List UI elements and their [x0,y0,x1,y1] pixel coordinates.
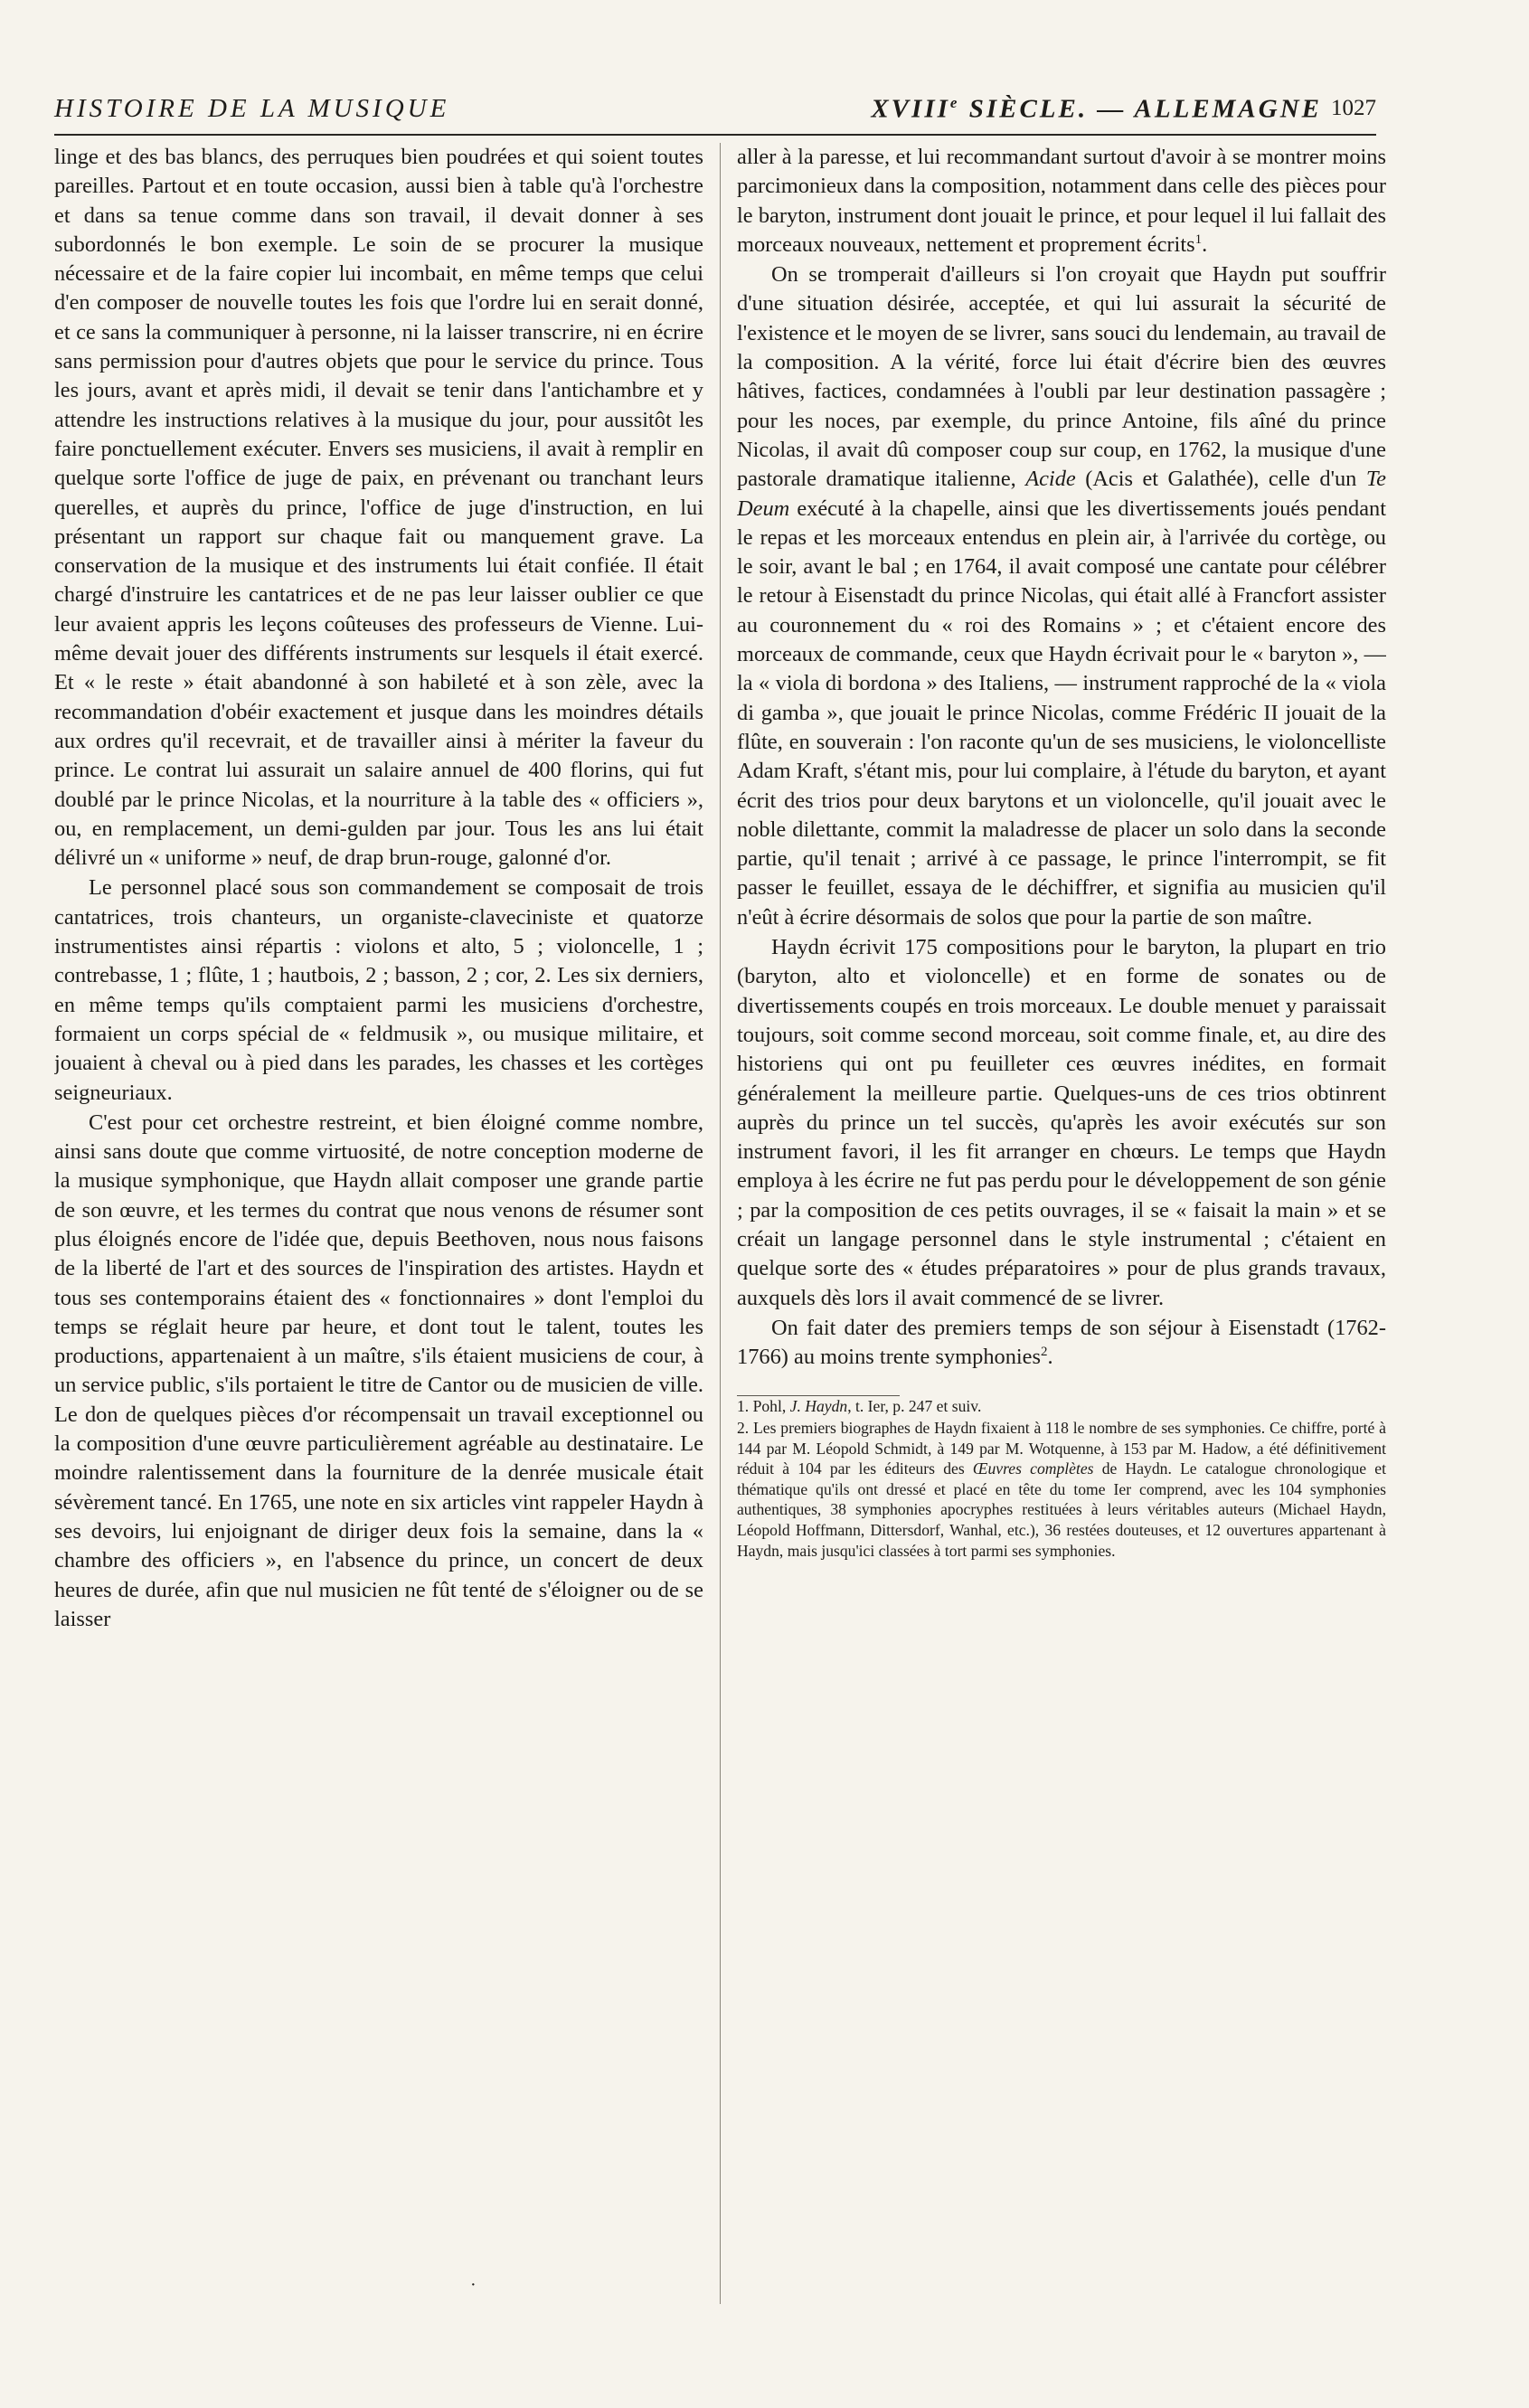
running-header [54,87,1376,136]
left-paragraph-2: Le personnel placé sous son commandement se composait de trois cantatrices, trois chanteurs, un organiste-claveciniste et quatorze instrumentistes ainsi répartis : violons et alto, 5 ; violoncelle, 1 ; contrebasse, 1 ; flûte, 1 ; hautbois, 2 ; basson, 2 ; cor, 2. Les six derniers, en même temps qu'ils comptaient parmi les musiciens d'orchestre, formaient un corps spécial de « feldmusik », ou musique militaire, et jouaient à cheval ou à pied dans les parades, les chasses et les cortèges seigneuriaux. [54,875,703,1105]
right-paragraph-1 [737,143,1386,260]
page-number: 1027 [1331,96,1376,120]
footnote-1-title: J. Haydn [789,1397,848,1416]
right-paragraph-4-text: On fait dater des premiers temps de son séjour à Eisenstadt (1762-1766) au moins trente symphonies [737,1315,1386,1370]
right-column [737,143,1386,2304]
header-century: XVIII [871,94,950,124]
title-acide: Acide [1025,467,1076,492]
header-left-title: HISTOIRE DE LA MUSIQUE [54,94,450,123]
printer-mark: · [470,2275,477,2295]
right-paragraph-1-text: aller à la paresse, et lui recommandant surtout d'avoir à se montrer moins parcimonieux dans la composition, notamment dans celle des pièces pour le baryton, instrument dont jouait le prince, et pour lequel il lui fallait des morceaux nouveaux, nettement et proprement écrits [737,145,1386,257]
footnote-ref-2: 2 [1041,1345,1048,1360]
footnote-2-b: de Haydn. Le catalogue chronologique et thématique qu'ils ont dressé et placé en tête du tome Ier comprend, avec les 104 symphonies authentiques, 38 symphonies apocryphes restituées à leurs véritables auteurs (Michael Haydn, Léopold Hoffmann, Dittersdorf, Wanhal, etc.), 36 restées douteuses, et 12 ouvertures appartenant à Haydn, mais jusqu'ici classées à tort parmi ses symphonies. [737,1459,1386,1560]
header-century-suffix: e [949,94,960,111]
right-paragraph-2 [737,260,1386,932]
footnote-1 [737,1396,1386,1417]
right-paragraph-3: Haydn écrivit 175 compositions pour le baryton, la plupart en trio (baryton, alto et violoncelle) et en forme de sonates ou de divertissements coupés en trois morceaux. Le double menuet y paraissait toujours, soit comme second morceau, soit comme finale, et, au dire des historiens qui ont pu feuilleter ces œuvres inédites, en formait généralement la meilleure partie. Quelques-uns de ces trios obtinrent auprès du prince un tel succès, qu'après les avoir exécutés sur son instrument favori, il les fit arranger en chœurs. Le temps que Haydn employa à les écrire ne fut pas perdu pour le développement de son génie ; par la composition de ces petits ouvrages, il se « faisait la main » et se créait un langage personnel dans le style instrumental ; c'étaient en quelque sorte des « études préparatoires » pour de plus grands travaux, auxquels dès lors il avait commencé de se livrer. [737,935,1386,1310]
left-paragraph-3: C'est pour cet orchestre restreint, et bien éloigné comme nombre, ainsi sans doute que comme virtuosité, de notre conception moderne de la musique symphonique, que Haydn allait composer une grande partie de son œuvre, et les termes du contrat que nous venons de résumer sont plus éloignés encore de l'idée que, depuis Beethoven, nous nous faisons de la liberté de l'art et des sources de l'inspiration des artistes. Haydn et tous ses contemporains étaient des « fonctionnaires » dont l'emploi du temps se réglait heure par heure, et dont tout le talent, toutes les productions, appartenaient à un maître, s'ils étaient musiciens de cour, à un service public, s'ils portaient le titre de Cantor ou de musicien de ville. Le don de quelques pièces d'or récompensait un travail exceptionnel ou la composition d'une œuvre particulièrement agréable au destinataire. Le moindre ralentissement dans la fourniture de la denrée musicale était sévèrement tancé. En 1765, une note en six articles vint rappeler Haydn à ses devoirs, lui enjoignant de diriger deux fois la semaine, dans la « chambre des officiers », en l'absence du prince, un concert de deux heures de durée, afin que nul musicien ne fût tenté de s'éloigner ou de se laisser [54,1110,703,1631]
footnote-1-b: , t. Ier, p. 247 et suiv. [847,1397,982,1416]
right-paragraph-2-part-c: exécuté à la chapelle, ainsi que les divertissements joués pendant le repas et les morceaux entendus en plein air, à l'arrivée du cortège, ou le soir, avant le bal ; en 1764, il avait composé une cantate pour célébrer le retour à Eisenstadt du prince Nicolas, qui était allé à Francfort assister au couronnement du « roi des Romains » ; et c'étaient encore des morceaux de commande, ceux que Haydn écrivait pour le « baryton », — la « viola di bordona » des Italiens, — instrument rapproché de la « viola di gamba », que jouait le prince Nicolas, comme Frédéric II jouait de la flûte, en souverain : l'on raconte qu'un de ses musiciens, le violoncelliste Adam Kraft, s'étant mis, pour lui complaire, à l'étude du baryton, et ayant écrit des trios pour deux barytons et un violoncelle, qu'il jouait avec le noble dilettante, commit la maladresse de placer un solo dans la seconde partie, qu'il tenait ; arrivé à ce passage, le prince l'interrompit, se fit passer le feuillet, essaya de le déchiffrer, et signifia au musicien qu'il n'eût à écrire désormais de solos que pour la partie de son maître. [737,496,1386,930]
right-paragraph-4-end: . [1047,1345,1053,1370]
column-divider [720,143,721,2304]
right-paragraph-2-part-a: On se tromperait d'ailleurs si l'on croyait que Haydn put souffrir d'une situation désirée, acceptée, et qui lui assurait la sécurité de l'existence et le moyen de se livrer, sans souci du lendemain, au travail de la composition. A la vérité, force lui était d'écrire bien des œuvres hâtives, factices, condamnées à l'oubli par leur destination passagère ; pour les noces, par exemple, du prince Antoine, fils aîné du prince Nicolas, il avait dû composer coup sur coup, en 1762, la musique d'une pastorale dramatique italienne, [737,262,1386,492]
footnote-ref-1: 1 [1194,231,1203,247]
header-section: SIÈCLE. — ALLEMAGNE [959,94,1322,124]
right-paragraph-4 [737,1314,1386,1373]
right-paragraph-2-part-b: (Acis et Galathée), celle d'un [1075,467,1366,492]
footnote-2 [737,1418,1386,1561]
book-page [54,87,1386,2329]
footnote-2-a: 2. Les premiers biographes de Haydn fixaient à 118 le nombre de ses symphonies. Ce chiffre, porté à 144 par M. Léopold Schmidt, à 149 par M. Wotquenne, à 153 par M. Hadow, a été définitivement réduit à 104 par les éditeurs des [737,1419,1386,1478]
left-paragraph-1: linge et des bas blancs, des perruques bien poudrées et qui soient toutes pareilles. Partout et en toute occasion, aussi bien à table qu'à l'orchestre et dans sa tenue comme dans son travail, il devait donner à ses subordonnés le bon exemple. Le soin de se procurer la musique nécessaire et de la faire copier lui incombait, en même temps que celui d'en composer de nouvelle toutes les fois que l'ordre lui en serait donné, et ce sans la communiquer à personne, ni la laisser transcrire, ni en écrire sans permission pour d'autres objets que pour le service du prince. Tous les jours, avant et après midi, il devait se tenir dans l'antichambre et y attendre les instructions relatives à la musique du jour, pour aussitôt les faire ponctuellement exécuter. Envers ses musiciens, il avait à remplir en quelque sorte l'office de juge de paix, en prévenant ou tranchant leurs querelles, et auprès du prince, l'office de juge d'instruction, en lui présentant un rapport sur chaque fait ou manquement grave. La conservation de la musique et des instruments lui était confiée. Il était chargé d'instruire les cantatrices et de ne pas leur laisser oublier ce que leur avaient appris les leçons coûteuses des professeurs de Vienne. Lui-même devait jouer des différents instruments sur lesquels il était exercé. Et « le reste » était abandonné à son habileté et à son zèle, avec la recommandation d'obéir exactement et jusque dans les moindres détails aux ordres qu'il recevrait, et de travailler ainsi à mériter la faveur du prince. Le contrat lui assurait un salaire annuel de 400 florins, qui fut doublé par le prince Nicolas, et la nourriture à la table des « officiers », ou, en remplacement, un demi-gulden par jour. Tous les ans lui était délivré un « uniforme » neuf, de drap brun-rouge, galonné d'or. [54,145,703,871]
left-column [54,143,703,2304]
footnote-1-a: 1. Pohl, [737,1397,790,1416]
header-right-title [871,94,1322,125]
footnote-2-title: Œuvres complètes [972,1459,1094,1478]
title-te-deum: Te Deum [737,467,1386,521]
right-paragraph-1-end: . [1202,231,1208,257]
